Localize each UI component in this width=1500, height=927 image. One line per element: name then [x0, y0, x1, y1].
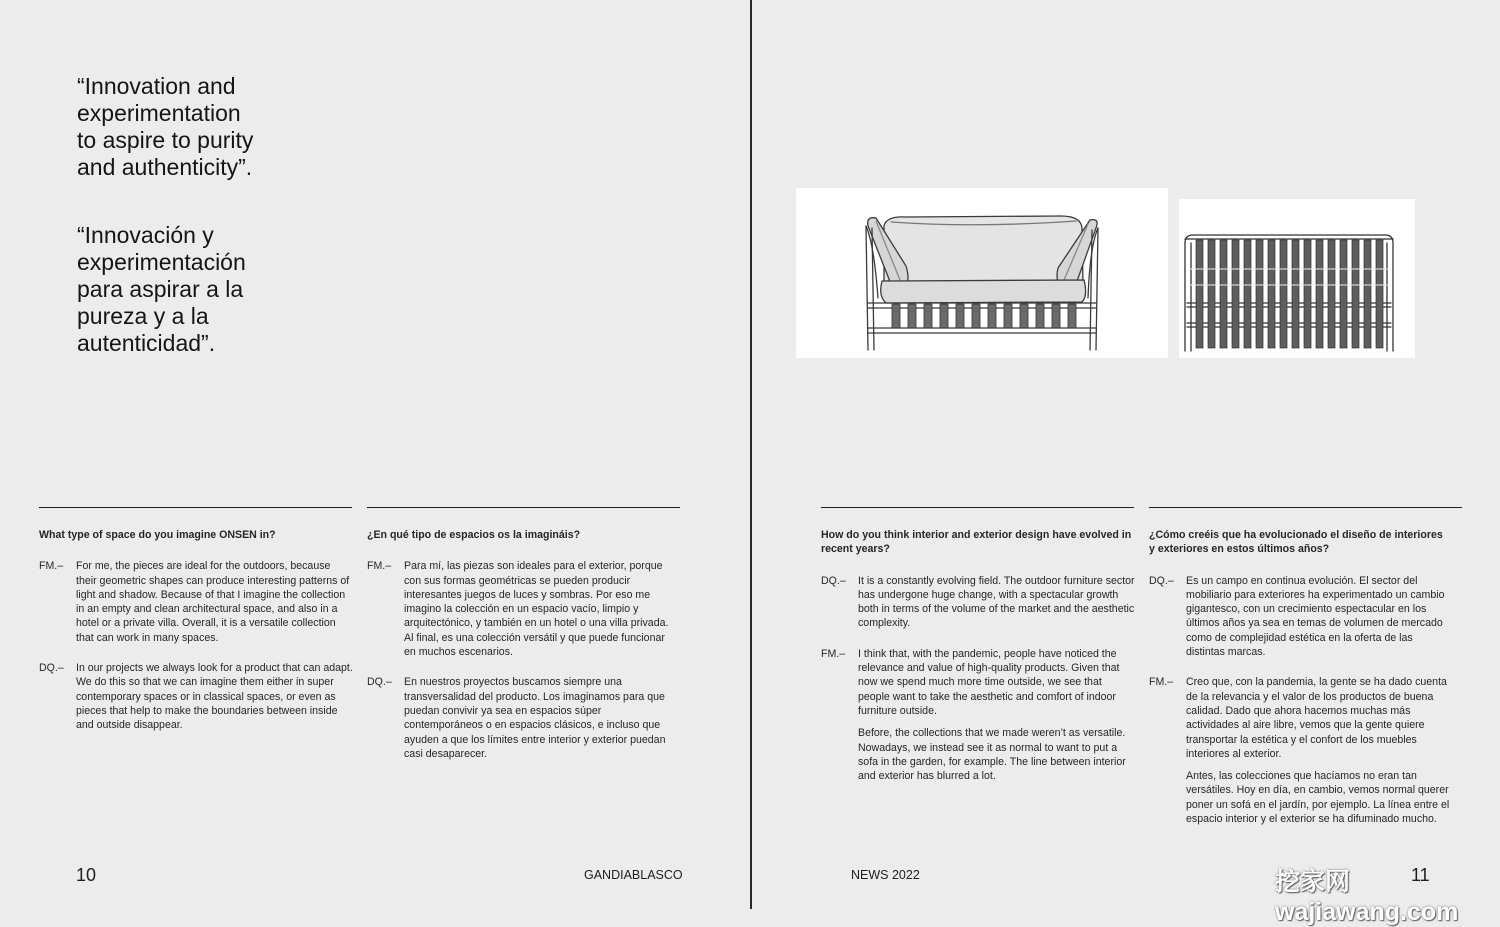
- interview-column-english-2: [821, 528, 1136, 799]
- interview-answer: [367, 675, 679, 761]
- answer-text: En nuestros proyectos buscamos siempre una transversalidad del producto. Los imaginamos para que puedan convivir ya sea en espacios súper contemporáneos o en espacios clásicos, e incluso que ayuden a que los límites entre interior y exterior puedan casi desaparecer.: [404, 676, 666, 760]
- interview-answer: [1149, 675, 1453, 826]
- answer-text: Para mí, las piezas son ideales para el exterior, porque con sus formas geométricas se pueden producir interesantes juegos de luces y sombras. Por eso me imagino la colección en un espacio vacío, limpio y arquitectónico, y también en un hotel o una villa privada. Al final, es una colección versátil y que puede funcionar en muchos escenarios.: [404, 560, 669, 659]
- interview-answer: [39, 559, 353, 645]
- pull-quote-english: “Innovation and experimentation to aspire to purity and authenticity”.: [77, 73, 254, 180]
- sofa-sketch-front: [796, 188, 1168, 358]
- answer-text: I think that, with the pandemic, people have noticed the relevance and value of high-quality products. Given that now we spend much more time outside, we see that people want to take the aesthetic and comfort of indoor furniture outside.: [858, 647, 1120, 717]
- answer-text: Creo que, con la pandemia, la gente se ha dado cuenta de la relevancia y el valor de los productos de buena calidad. Dado que ahora hacemos muchas más actividades al aire libre, vemos que la gente quiere transportar la estética y el confort de los muebles interiores al exterior.: [1186, 676, 1447, 760]
- column-divider-rule: [1149, 507, 1462, 508]
- interview-question: ¿Cómo creéis que ha evolucionado el diseño de interiores y exteriores en estos últimos años?: [1149, 529, 1443, 556]
- answer-text: It is a constantly evolving field. The outdoor furniture sector has undergone huge change, with a spectacular growth both in terms of the volume of the market and the aesthetic complexity.: [858, 574, 1135, 630]
- issue-label: NEWS 2022: [851, 868, 920, 882]
- brand-name: GANDIABLASCO: [584, 868, 683, 882]
- interview-answer: [367, 559, 679, 659]
- interview-column-spanish-2: [1149, 528, 1453, 842]
- speaker-initials: FM.–: [1149, 676, 1174, 689]
- interview-answer: [1149, 574, 1453, 660]
- column-divider-rule: [39, 507, 352, 508]
- page-number-right: 11: [1411, 865, 1430, 885]
- speaker-initials: FM.–: [367, 560, 392, 573]
- sofa-back-drawing: [1179, 199, 1415, 358]
- answer-text: In our projects we always look for a product that can adapt. We do this so that we can imagine them either in super contemporary spaces or in classical spaces, or even as pieces that help to make the boundaries between inside and outside disappear.: [76, 662, 353, 732]
- page-gutter: [750, 0, 752, 909]
- interview-answer: [821, 647, 1136, 784]
- speaker-initials: DQ.–: [39, 662, 64, 675]
- speaker-initials: DQ.–: [821, 574, 846, 587]
- speaker-initials: FM.–: [821, 647, 846, 660]
- interview-answer: [821, 574, 1136, 631]
- speaker-initials: FM.–: [39, 560, 64, 573]
- column-divider-rule: [821, 507, 1134, 508]
- page-number-left: 10: [76, 865, 97, 885]
- watermark: 挖家网 wajiawang.com: [1275, 868, 1459, 926]
- speaker-initials: DQ.–: [1149, 574, 1174, 587]
- answer-text: For me, the pieces are ideal for the outdoors, because their geometric shapes can produce interesting patterns of light and shadow. Because of that I imagine the collection in an empty and clean architectural space, and also in a hotel or a private villa. Overall, it is a versatile collection that can work in many spaces.: [76, 560, 350, 644]
- column-divider-rule: [367, 507, 680, 508]
- speaker-initials: DQ.–: [367, 676, 392, 689]
- interview-column-english-1: [39, 528, 353, 749]
- interview-question: ¿En qué tipo de espacios os la imagináis?: [367, 529, 581, 541]
- sofa-sketch-back: [1179, 199, 1415, 358]
- interview-answer: [39, 661, 353, 732]
- sofa-front-drawing: [796, 188, 1168, 358]
- interview-column-spanish-1: [367, 528, 679, 777]
- interview-question: What type of space do you imagine ONSEN in?: [39, 529, 276, 541]
- interview-question: How do you think interior and exterior design have evolved in recent years?: [821, 529, 1132, 556]
- answer-text-continued: Antes, las colecciones que hacíamos no eran tan versátiles. Hoy en día, en cambio, vemos normal querer poner un sofá en el jardín, por ejemplo. La línea entre el espacio interior y el exterior se ha difuminado mucho.: [1186, 770, 1450, 826]
- answer-text: Es un campo en continua evolución. El sector del mobiliario para exteriores ha experimentado un cambio gigantesco, con un crecimiento espectacular en los últimos años ya sea en temas de volumen de mercado como de complejidad estética en la oferta de las distintas marcas.: [1186, 574, 1445, 659]
- pull-quote-spanish: “Innovación y experimentación para aspirar a la pureza y a la autenticidad”.: [77, 222, 246, 356]
- answer-text-continued: Before, the collections that we made weren’t as versatile. Nowadays, we instead see it as normal to want to put a sofa in the garden, for example. The line between interior and exterior has blurred a lot.: [858, 727, 1126, 783]
